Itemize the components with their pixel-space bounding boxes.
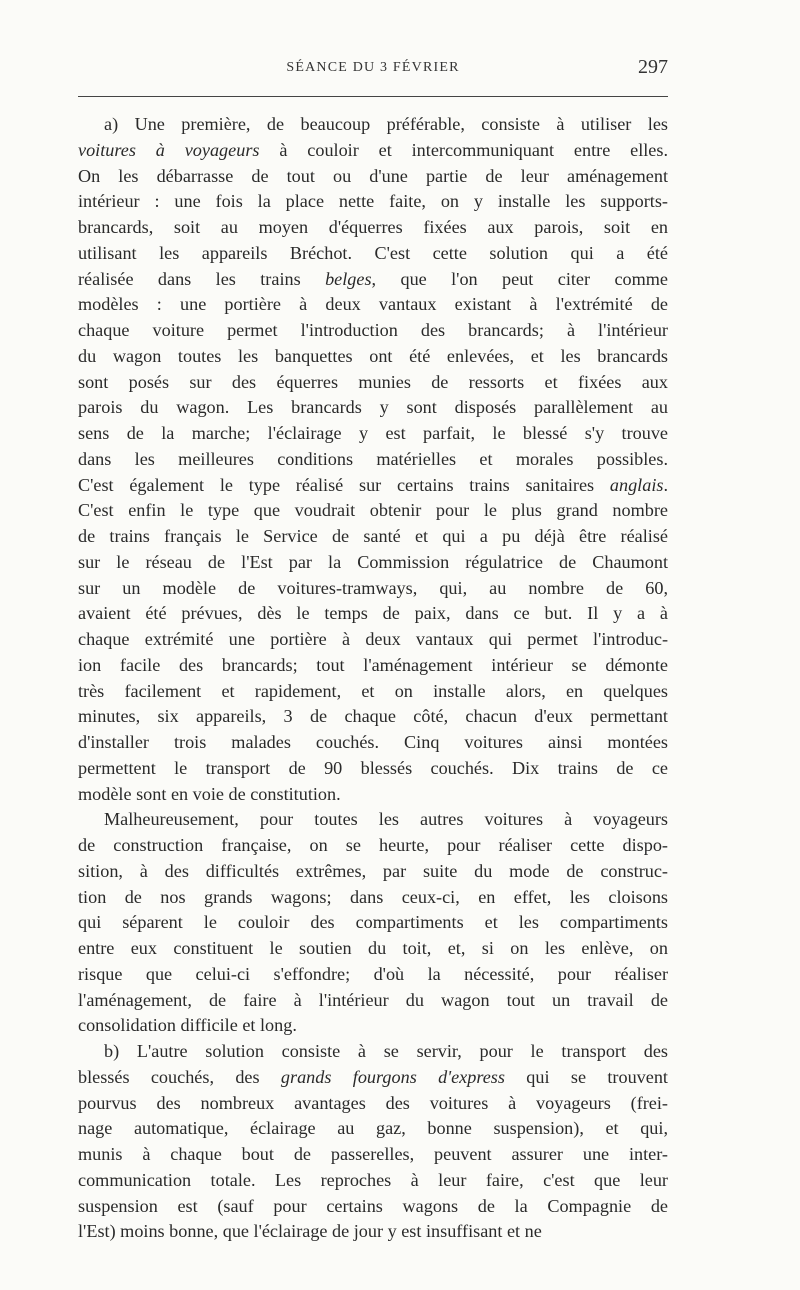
text-line bbox=[78, 653, 668, 679]
text-run: modèle sont en voie de constitution. bbox=[78, 783, 341, 804]
paragraph bbox=[78, 807, 668, 1039]
text-line bbox=[78, 189, 668, 215]
text-run: suspension est (sauf pour certains wagons de la Compagnie de bbox=[78, 1195, 668, 1216]
italic-text: anglais bbox=[609, 474, 664, 495]
text-run: ion facile des brancards; tout l'aménagement intérieur se démonte bbox=[78, 654, 668, 675]
running-head: SÉANCE DU 3 FÉVRIER bbox=[286, 60, 460, 75]
text-line bbox=[78, 138, 668, 164]
text-run: utilisant les appareils Bréchot. C'est cette solution qui a été bbox=[78, 242, 668, 263]
text-line bbox=[78, 730, 668, 756]
text-run: C'est également le type réalisé sur certains trains sanitaires bbox=[78, 474, 610, 495]
text-run: chaque voiture permet l'introduction des brancards; à l'intérieur bbox=[78, 320, 668, 340]
italic-text: belges bbox=[325, 268, 372, 289]
text-line bbox=[78, 1091, 668, 1117]
text-run: modèles : une portière à deux vantaux existant à l'extrémité de bbox=[78, 294, 668, 315]
text-line bbox=[78, 988, 668, 1014]
text-run: consolidation difficile et long. bbox=[78, 1015, 297, 1036]
text-run: risque que celui-ci s'effondre; d'où la nécessité, pour réaliser bbox=[78, 963, 668, 984]
text-line bbox=[78, 807, 668, 833]
text-line bbox=[78, 936, 668, 962]
text-line bbox=[78, 447, 668, 473]
text-run: avaient été prévues, dès le temps de paix, dans ce but. Il y a à bbox=[78, 603, 668, 624]
text-run: sur un modèle de voitures-tramways, qui, au nombre de 60, bbox=[78, 577, 668, 598]
text-line bbox=[78, 267, 668, 293]
page-header bbox=[78, 56, 668, 90]
text-run: Malheureusement, pour toutes les autres voitures à voyageurs bbox=[104, 809, 668, 830]
text-run: sens de la marche; l'éclairage y est parfait, le blessé s'y trouve bbox=[78, 423, 668, 443]
text-line bbox=[78, 241, 668, 267]
text-run: , que l'on peut citer comme bbox=[371, 268, 668, 289]
page-number: 297 bbox=[638, 56, 668, 78]
text-line bbox=[78, 1168, 668, 1194]
paragraph bbox=[78, 1039, 668, 1245]
text-line bbox=[78, 498, 668, 524]
body-text bbox=[78, 112, 668, 1245]
text-line bbox=[78, 1013, 668, 1039]
text-line bbox=[78, 885, 668, 911]
text-run: dans les meilleures conditions matérielles et morales possibles. bbox=[78, 448, 668, 469]
text-line bbox=[78, 756, 668, 782]
text-run: C'est enfin le type que voudrait obtenir pour le plus grand nombre bbox=[78, 500, 668, 521]
text-run: parois du wagon. Les brancards y sont disposés parallèlement au bbox=[78, 397, 668, 418]
text-line bbox=[78, 370, 668, 396]
text-run: de construction française, on se heurte, pour réaliser cette dispo- bbox=[78, 835, 668, 855]
paragraph bbox=[78, 112, 668, 807]
text-run: qui se trouvent bbox=[504, 1066, 668, 1087]
text-line bbox=[78, 1039, 668, 1065]
text-line bbox=[78, 421, 668, 447]
italic-text: grands fourgons d'express bbox=[280, 1066, 505, 1087]
text-run: à couloir et intercommuniquant entre elles. bbox=[259, 139, 669, 160]
text-line bbox=[78, 344, 668, 370]
text-line bbox=[78, 164, 668, 190]
text-line bbox=[78, 524, 668, 550]
text-run: tion de nos grands wagons; dans ceux-ci, en effet, les cloisons bbox=[78, 886, 668, 907]
text-line bbox=[78, 601, 668, 627]
text-run: qui séparent le couloir des compartiments et les compartiments bbox=[78, 912, 668, 933]
text-run: nage automatique, éclairage au gaz, bonne suspension), et qui, bbox=[78, 1118, 668, 1139]
text-line bbox=[78, 473, 668, 499]
text-line bbox=[78, 782, 668, 808]
text-run: réalisée dans les trains bbox=[78, 268, 326, 289]
text-run: On les débarrasse de tout ou d'une partie de leur aménagement bbox=[78, 165, 668, 186]
text-run: b) L'autre solution consiste à se servir, pour le transport des bbox=[104, 1041, 668, 1061]
text-line bbox=[78, 1116, 668, 1142]
text-run: permettent le transport de 90 blessés couchés. Dix trains de ce bbox=[78, 757, 668, 778]
text-run: blessés couchés, des bbox=[78, 1066, 281, 1087]
text-line bbox=[78, 627, 668, 653]
text-line bbox=[78, 395, 668, 421]
text-run: d'installer trois malades couchés. Cinq voitures ainsi montées bbox=[78, 732, 668, 752]
text-line bbox=[78, 833, 668, 859]
text-run: brancards, soit au moyen d'équerres fixées aux parois, soit en bbox=[78, 217, 668, 237]
text-run: pourvus des nombreux avantages des voitures à voyageurs (frei- bbox=[78, 1092, 668, 1113]
text-run: sition, à des difficultés extrêmes, par suite du mode de construc- bbox=[78, 860, 668, 881]
text-run: l'Est) moins bonne, que l'éclairage de jour y est insuffisant et ne bbox=[78, 1221, 542, 1242]
header-rule bbox=[78, 96, 668, 97]
text-line bbox=[78, 1219, 668, 1245]
text-run: chaque extrémité une portière à deux vantaux qui permet l'introduc- bbox=[78, 629, 668, 649]
text-run: minutes, six appareils, 3 de chaque côté, chacun d'eux permettant bbox=[78, 706, 668, 727]
text-run: l'aménagement, de faire à l'intérieur du wagon tout un travail de bbox=[78, 989, 668, 1010]
text-run: sont posés sur des équerres munies de ressorts et fixées aux bbox=[78, 371, 668, 392]
text-line bbox=[78, 576, 668, 602]
text-line bbox=[78, 1142, 668, 1168]
text-run: entre eux constituent le soutien du toit, et, si on les enlève, on bbox=[78, 938, 668, 958]
text-line bbox=[78, 910, 668, 936]
text-line bbox=[78, 679, 668, 705]
text-line bbox=[78, 1065, 668, 1091]
text-run: munis à chaque bout de passerelles, peuvent assurer une inter- bbox=[78, 1144, 668, 1164]
text-line bbox=[78, 318, 668, 344]
text-run: communication totale. Les reproches à leur faire, c'est que leur bbox=[78, 1169, 668, 1190]
text-run: très facilement et rapidement, et on installe alors, en quelques bbox=[78, 680, 668, 701]
text-line bbox=[78, 292, 668, 318]
text-line bbox=[78, 1194, 668, 1220]
text-run: a) Une première, de beaucoup préférable, consiste à utiliser les bbox=[104, 114, 668, 134]
text-line bbox=[78, 112, 668, 138]
text-run: intérieur : une fois la place nette faite, on y installe les supports- bbox=[78, 191, 668, 212]
text-line bbox=[78, 859, 668, 885]
text-line bbox=[78, 704, 668, 730]
text-line bbox=[78, 550, 668, 576]
text-run: du wagon toutes les banquettes ont été enlevées, et les brancards bbox=[78, 345, 668, 366]
text-run: de trains français le Service de santé et qui a pu déjà être réalisé bbox=[78, 526, 668, 546]
italic-text: voitures à voyageurs bbox=[78, 139, 260, 160]
text-run: . bbox=[663, 474, 668, 495]
text-line bbox=[78, 962, 668, 988]
text-run: sur le réseau de l'Est par la Commission régulatrice de Chaumont bbox=[78, 551, 668, 572]
text-line bbox=[78, 215, 668, 241]
